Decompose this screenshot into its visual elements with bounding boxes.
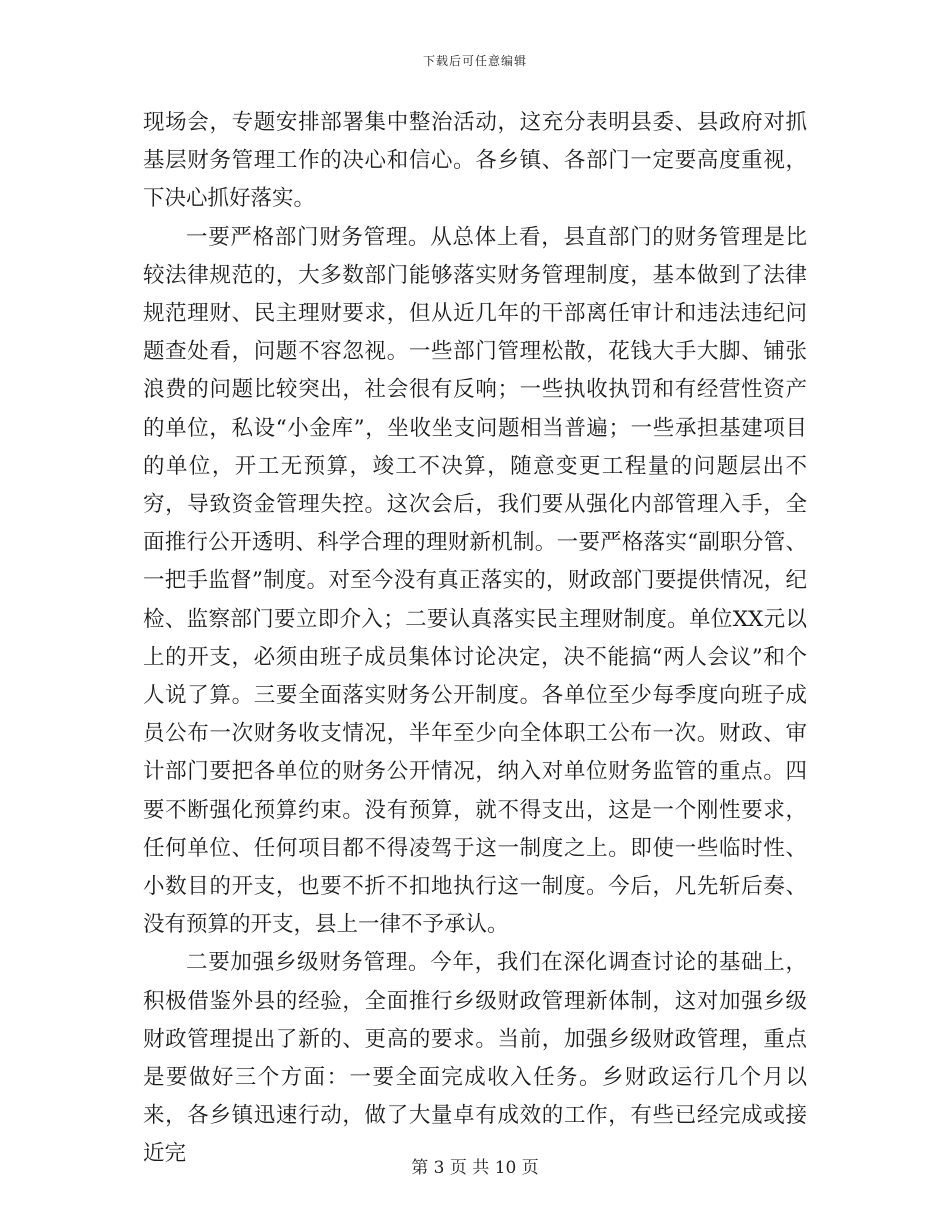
page-number-footer: 第 3 页 共 10 页 bbox=[411, 1158, 539, 1178]
page-header-note: 下载后可任意编辑 bbox=[422, 54, 527, 68]
paragraph-continuation: 现场会，专题安排部署集中整治活动，这充分表明县委、县政府对抓基层财务管理工作的决心和信心。各乡镇、各部门一定要高度重视，下决心抓好落实。 bbox=[143, 110, 807, 212]
document-body bbox=[143, 104, 807, 1174]
paragraph-township-finance: 二要加强乡级财务管理。今年，我们在深化调查讨论的基础上，积极借鉴外县的经验，全面推行乡级财政管理新体制，这对加强乡级财政管理提出了新的、更高的要求。当前，加强乡级财政管理，重点是要做好三个方面：一要全面完成收入任务。乡财政运行几个月以来，各乡镇迅速行动，做了大量卓有成效的工作，有些已经完成或接近完 bbox=[143, 950, 807, 1167]
paragraph-department-finance: 一要严格部门财务管理。从总体上看，县直部门的财务管理是比较法律规范的，大多数部门能够落实财务管理制度，基本做到了法律规范理财、民主理财要求，但从近几年的干部离任审计和违法违纪问题查处看，问题不容忽视。一些部门管理松散，花钱大手大脚、铺张浪费的问题比较突出，社会很有反响；一些执收执罚和有经营性资产的单位，私设“小金库”，坐收坐支问题相当普遍；一些承担基建项目的单位，开工无预算，竣工不决算，随意变更工程量的问题层出不穷，导致资金管理失控。这次会后，我们要从强化内部管理入手，全面推行公开透明、科学合理的理财新机制。一要严格落实“副职分管、一把手监督”制度。对至今没有真正落实的，财政部门要提供情况，纪检、监察部门要立即介入；二要认真落实民主理财制度。单位XX元以上的开支，必须由班子成员集体讨论决定，决不能搞“两人会议”和个人说了算。三要全面落实财务公开制度。各单位至少每季度向班子成员公布一次财务收支情况，半年至少向全体职工公布一次。财政、审计部门要把各单位的财务公开情况，纳入对单位财务监管的重点。四要不断强化预算约束。没有预算，就不得支出，这是一个刚性要求，任何单位、任何项目都不得凌驾于这一制度之上。即使一些临时性、小数目的开支，也要不折不扣地执行这一制度。今后，凡先斩后奏、没有预算的开支，县上一律不予承认。 bbox=[143, 224, 807, 938]
